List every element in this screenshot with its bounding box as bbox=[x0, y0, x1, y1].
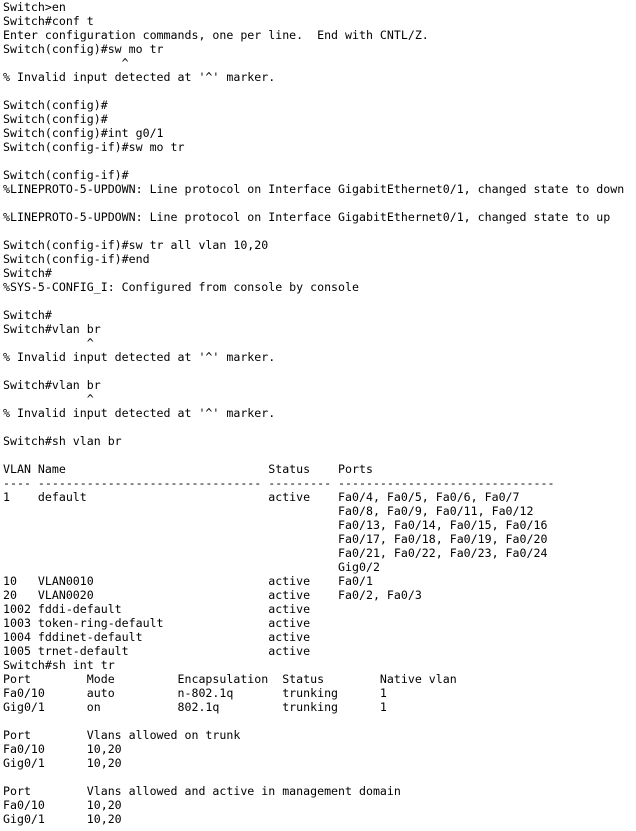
terminal-line: Switch#sh int tr bbox=[3, 658, 115, 672]
terminal-line: %SYS-5-CONFIG_I: Configured from console by console bbox=[3, 280, 359, 294]
terminal-line bbox=[3, 84, 636, 98]
terminal-line: Switch#vlan br bbox=[3, 378, 101, 392]
terminal-line: Switch(config)# bbox=[3, 98, 108, 112]
terminal-line: Switch# bbox=[3, 266, 52, 280]
terminal-line: %LINEPROTO-5-UPDOWN: Line protocol on Interface GigabitEthernet0/1, changed state to down bbox=[3, 182, 625, 196]
terminal-line: Switch#sh vlan br bbox=[3, 434, 122, 448]
terminal-line: 10 VLAN0010 active Fa0/1 bbox=[3, 574, 373, 588]
terminal-line: Switch#conf t bbox=[3, 14, 94, 28]
terminal-line: Switch(config)# bbox=[3, 112, 108, 126]
terminal-line: Gig0/1 10,20 bbox=[3, 812, 122, 826]
terminal-line: Fa0/10 10,20 bbox=[3, 798, 122, 812]
terminal-line: %LINEPROTO-5-UPDOWN: Line protocol on Interface GigabitEthernet0/1, changed state to up bbox=[3, 210, 611, 224]
terminal-line: ^ bbox=[3, 56, 129, 70]
terminal-line: ---- -------------------------------- --------- ------------------------------- bbox=[3, 476, 555, 490]
terminal-line: % Invalid input detected at '^' marker. bbox=[3, 350, 276, 364]
terminal-line: ^ bbox=[3, 336, 94, 350]
terminal-line: Switch(config-if)#sw mo tr bbox=[3, 140, 185, 154]
terminal-line: Fa0/10 10,20 bbox=[3, 742, 122, 756]
terminal-line bbox=[3, 294, 636, 308]
terminal-line bbox=[3, 224, 636, 238]
terminal-line: 1004 fddinet-default active bbox=[3, 630, 311, 644]
terminal-line: Fa0/10 auto n-802.1q trunking 1 bbox=[3, 686, 387, 700]
terminal-line: 1005 trnet-default active bbox=[3, 644, 311, 658]
terminal-line bbox=[3, 714, 636, 728]
terminal-line: Switch(config-if)#end bbox=[3, 252, 150, 266]
terminal-line: VLAN Name Status Ports bbox=[3, 462, 373, 476]
terminal-line: 1 default active Fa0/4, Fa0/5, Fa0/6, Fa0/7 bbox=[3, 490, 520, 504]
terminal-line: Switch(config)#sw mo tr bbox=[3, 42, 164, 56]
terminal-line: Fa0/13, Fa0/14, Fa0/15, Fa0/16 bbox=[3, 518, 548, 532]
terminal-line: Gig0/1 10,20 bbox=[3, 756, 122, 770]
terminal-line: Fa0/8, Fa0/9, Fa0/11, Fa0/12 bbox=[3, 504, 534, 518]
terminal-line: Enter configuration commands, one per line. End with CNTL/Z. bbox=[3, 28, 429, 42]
terminal-line: Switch(config)#int g0/1 bbox=[3, 126, 164, 140]
terminal-line bbox=[3, 770, 636, 784]
terminal-line: ^ bbox=[3, 392, 94, 406]
terminal-line bbox=[3, 154, 636, 168]
terminal-line: Switch#vlan br bbox=[3, 322, 101, 336]
terminal-line: Fa0/21, Fa0/22, Fa0/23, Fa0/24 bbox=[3, 546, 548, 560]
terminal-line: Switch(config-if)# bbox=[3, 168, 129, 182]
terminal-line: Port Mode Encapsulation Status Native vlan bbox=[3, 672, 457, 686]
terminal-line: Port Vlans allowed on trunk bbox=[3, 728, 241, 742]
terminal-line: Switch# bbox=[3, 308, 52, 322]
terminal-line: Gig0/2 bbox=[3, 560, 380, 574]
terminal-line bbox=[3, 448, 636, 462]
terminal-line: Gig0/1 on 802.1q trunking 1 bbox=[3, 700, 387, 714]
terminal-line bbox=[3, 364, 636, 378]
terminal-line: Port Vlans allowed and active in management domain bbox=[3, 784, 401, 798]
terminal-line bbox=[3, 420, 636, 434]
terminal-line: Fa0/17, Fa0/18, Fa0/19, Fa0/20 bbox=[3, 532, 548, 546]
terminal-line: % Invalid input detected at '^' marker. bbox=[3, 406, 276, 420]
terminal-line: Switch(config-if)#sw tr all vlan 10,20 bbox=[3, 238, 269, 252]
terminal-line: 1002 fddi-default active bbox=[3, 602, 311, 616]
terminal-line: 20 VLAN0020 active Fa0/2, Fa0/3 bbox=[3, 588, 422, 602]
terminal-line: 1003 token-ring-default active bbox=[3, 616, 311, 630]
terminal-line bbox=[3, 196, 636, 210]
terminal-line: % Invalid input detected at '^' marker. bbox=[3, 70, 276, 84]
terminal-line: Switch>en bbox=[3, 0, 66, 14]
